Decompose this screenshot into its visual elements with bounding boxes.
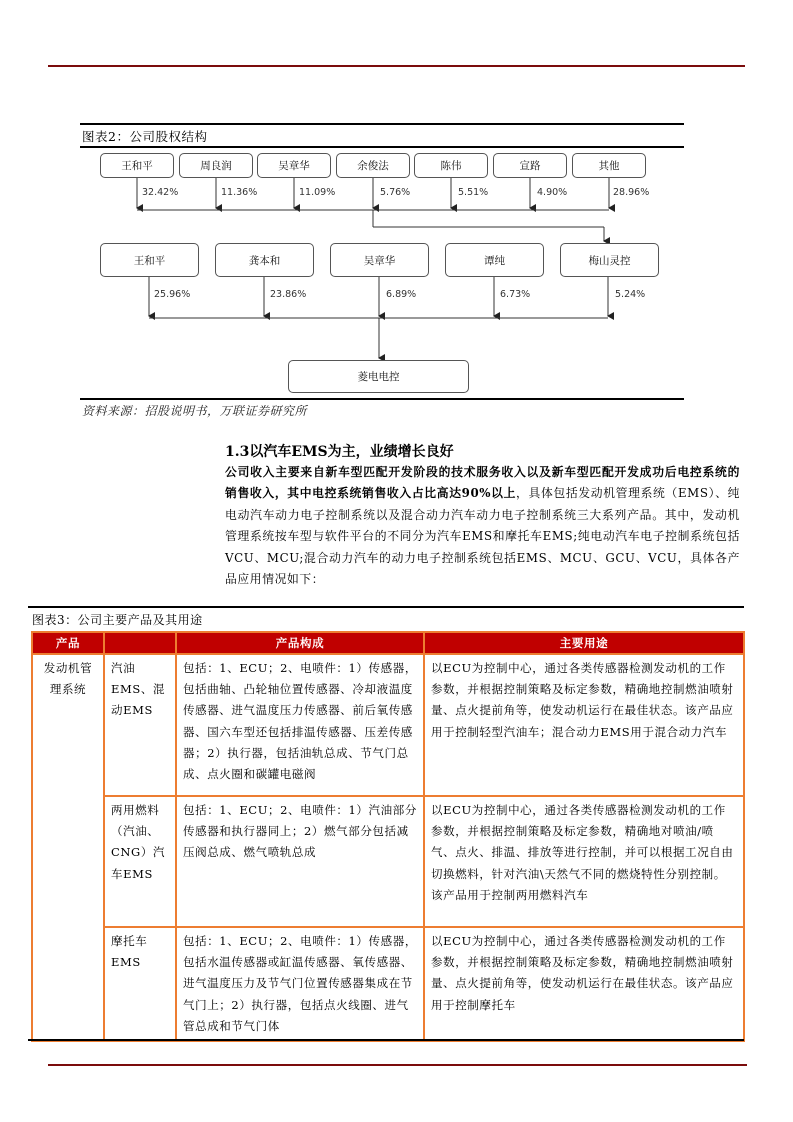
usage-cell: 以ECU为控制中心，通过各类传感器检测发动机的工作参数，并根据控制策略及标定参数，精确地控制燃油喷射量、点火提前角等，使发动机运行在最佳状态。该产品应用于控制摩托车: [424, 927, 744, 1041]
shareholder-node-gong-benhe: 龚本和: [215, 243, 314, 277]
paragraph-body: ，具体包括发动机管理系统（EMS）、纯电动汽车动力电子控制系统以及混合动力汽车动力电子控制系统三大系列产品。其中，发动机管理系统按车型与软件平台的不同分为汽车EMS和摩托车EMS;纯电动汽车电子控制系统包括VCU、MCU;混合动力汽车的动力电子控制系统包括EMS、MCU、GCU、VCU，具体各产品应用情况如下：: [225, 486, 740, 587]
figure3-top-rule: [28, 606, 744, 608]
shareholder-node-wu-zhanghua-2: 吴章华: [330, 243, 429, 277]
product-cell: 汽油EMS、混动EMS: [104, 654, 176, 796]
company-node-lingdian: 菱电电控: [288, 360, 469, 393]
shareholder-node-yu-junfa: 余俊法: [336, 153, 410, 178]
table-row: [32, 796, 744, 927]
figure3-title: 图表3：公司主要产品及其用途: [32, 613, 203, 627]
pct-label: 5.76%: [380, 187, 411, 198]
shareholder-node-others: 其他: [572, 153, 646, 178]
composition-cell: 包括：1、ECU；2、电喷件：1）汽油部分传感器和执行器同上；2）燃气部分包括减压阀总成、燃气喷轨总成: [176, 796, 424, 927]
header-composition: 产品构成: [176, 632, 424, 654]
composition-cell: 包括：1、ECU；2、电喷件：1）传感器，包括曲轴、凸轮轴位置传感器、冷却液温度传感器、进气温度压力传感器、前后氧传感器、国六车型还包括排温传感器、压差传感器；2）执行器，包括油轨总成、节气门总成、点火圈和碳罐电磁阀: [176, 654, 424, 796]
shareholder-node-wang-heping: 王和平: [100, 153, 174, 178]
shareholder-node-chen-wei: 陈伟: [414, 153, 488, 178]
shareholder-node-zhou-liangrun: 周良润: [179, 153, 253, 178]
pct-label: 6.73%: [500, 289, 531, 300]
shareholder-node-meishan-lingkong: 梅山灵控: [560, 243, 659, 277]
usage-cell: 以ECU为控制中心，通过各类传感器检测发动机的工作参数，并根据控制策略及标定参数，精确地对喷油/喷气、点火、排温、排放等进行控制，并可以根据工况自由切换燃料，针对汽油\天然气不同的燃烧特性分别控制。该产品用于控制两用燃料汽车: [424, 796, 744, 927]
pct-label: 4.90%: [537, 187, 568, 198]
header-product: 产品: [32, 632, 104, 654]
pct-label: 28.96%: [613, 187, 650, 198]
figure2-title: 图表2：公司股权结构: [82, 129, 208, 144]
footer-rule: [48, 1064, 747, 1066]
table-row: [32, 654, 744, 796]
pct-label: 25.96%: [154, 289, 191, 300]
table-row: [32, 927, 744, 1041]
section-heading: 1.3以汽车EMS为主，业绩增长良好: [225, 444, 454, 460]
paragraph-bold-lead: 公司收入主要来自新车型匹配开发阶段的技术服务收入以及新车型匹配开发成功后电控系统的销售收入，其中电控系统销售收入占比高达90%以上: [225, 465, 740, 501]
figure2-source: 资料来源：招股说明书，万联证券研究所: [82, 404, 308, 418]
pct-label: 5.51%: [458, 187, 489, 198]
ownership-diagram-connectors: [0, 0, 793, 400]
section-paragraph: [225, 462, 740, 590]
pct-label: 11.09%: [299, 187, 336, 198]
figure3-bottom-rule: [28, 1039, 744, 1041]
products-table: [31, 631, 745, 1042]
composition-cell: 包括：1、ECU；2、电喷件：1）传感器，包括水温传感器或缸温传感器、氧传感器、进气温度压力及节气门位置传感器集成在节气门上；2）执行器，包括点火线圈、进气管总成和节气门体: [176, 927, 424, 1041]
table-header-row: [32, 632, 744, 654]
header-usage: 主要用途: [424, 632, 744, 654]
shareholder-node-wu-zhanghua: 吴章华: [257, 153, 331, 178]
usage-cell: 以ECU为控制中心，通过各类传感器检测发动机的工作参数，并根据控制策略及标定参数，精确地控制燃油喷射量、点火提前角等，使发动机运行在最佳状态。该产品应用于控制轻型汽油车；混合动力EMS用于混合动力汽车: [424, 654, 744, 796]
shareholder-node-wang-heping-2: 王和平: [100, 243, 199, 277]
pct-label: 11.36%: [221, 187, 258, 198]
product-cell: 摩托车EMS: [104, 927, 176, 1041]
product-cell: 两用燃料（汽油、CNG）汽车EMS: [104, 796, 176, 927]
pct-label: 6.89%: [386, 289, 417, 300]
pct-label: 32.42%: [142, 187, 179, 198]
figure2-bottom-rule: [80, 398, 684, 400]
shareholder-node-xuan-lu: 宣路: [493, 153, 567, 178]
shareholder-node-tan-chun: 谭纯: [445, 243, 544, 277]
header-subproduct: [104, 632, 176, 654]
product-group-cell: 发动机管理系统: [32, 654, 104, 1041]
pct-label: 23.86%: [270, 289, 307, 300]
pct-label: 5.24%: [615, 289, 646, 300]
